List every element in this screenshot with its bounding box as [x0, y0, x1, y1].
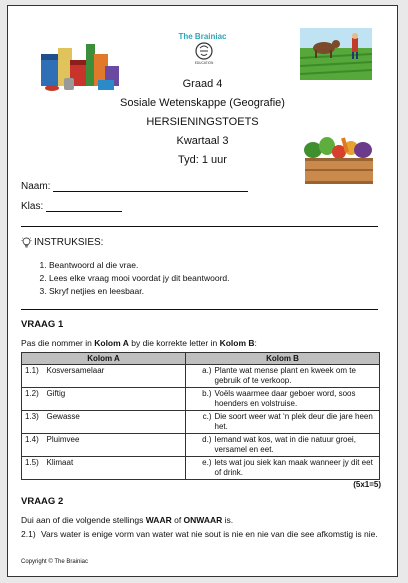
vegetable-crate-illustration — [303, 134, 375, 186]
farm-with-cow-illustration — [300, 28, 372, 80]
column-b-header: Kolom B — [186, 353, 380, 365]
class-field[interactable] — [46, 202, 122, 212]
matching-table — [21, 352, 380, 480]
divider — [21, 309, 378, 310]
question-2-title: VRAAG 2 — [21, 496, 64, 507]
divider — [21, 226, 378, 227]
lightbulb-icon — [21, 237, 32, 248]
time-title: Tyd: 1 uur — [178, 154, 227, 166]
question-1-title: VRAAG 1 — [21, 319, 64, 330]
term-title: Kwartaal 3 — [176, 135, 229, 147]
instructions-title: INSTRUKSIES: — [34, 237, 104, 248]
instruction-item: 2. Lees elke vraag mooi voordat jy dit beantwoord. — [49, 272, 389, 285]
instruction-item: 1. Beantwoord al die vrae. — [49, 259, 389, 272]
question-1-marks: (5x1=5) — [353, 480, 381, 489]
question-1-intro: Pas die nommer in Kolom A by die korrekte letter in Kolom B: — [21, 338, 257, 348]
table-row: 1.2) Giftig b.) Voëls waarmee daar geboer word, soos hoenders en volstruise. — [22, 388, 380, 411]
column-a-header: Kolom A — [22, 353, 186, 365]
subject-title: Sosiale Wetenskappe (Geografie) — [120, 97, 285, 109]
grade-title: Graad 4 — [182, 78, 223, 90]
name-field[interactable] — [53, 182, 248, 192]
table-row: 1.5) Klimaat e.) lets wat jou siek kan maak wanneer jy dit eet of drink. — [22, 457, 380, 480]
table-row: 1.4) Pluimvee d.) Iemand wat kos, wat in die natuur groei, versamel en eet. — [22, 434, 380, 457]
instruction-item: 3. Skryf netjies en leesbaar. — [49, 285, 389, 298]
question-2-intro: Dui aan of die volgende stellings WAAR of ONWAAR is. — [21, 515, 234, 525]
instructions-list — [21, 259, 389, 298]
question-2-item: 2.1) Vars water is enige vorm van water wat nie sout is nie en nie van die see afkomstig is nie. — [21, 529, 378, 539]
brand-name: The Brainiac — [178, 32, 227, 41]
table-row: 1.3) Gewasse c.) Die soort weer wat ‘n plek deur die jare heen het. — [22, 411, 380, 434]
copyright: Copyright © The Brainiac — [21, 559, 89, 565]
name-label: Naam: — [21, 181, 51, 192]
class-label: Klas: — [21, 201, 44, 212]
table-row: 1.1) Kosversamelaar a.) Plante wat mense plant en kweek om te gebruik of te verkoop. — [22, 365, 380, 388]
worksheet-page — [7, 5, 398, 577]
logo-text: EDUCATION — [194, 61, 214, 65]
brainiac-logo-icon — [191, 41, 217, 65]
test-type-title: HERSIENINGSTOETS — [146, 116, 259, 128]
